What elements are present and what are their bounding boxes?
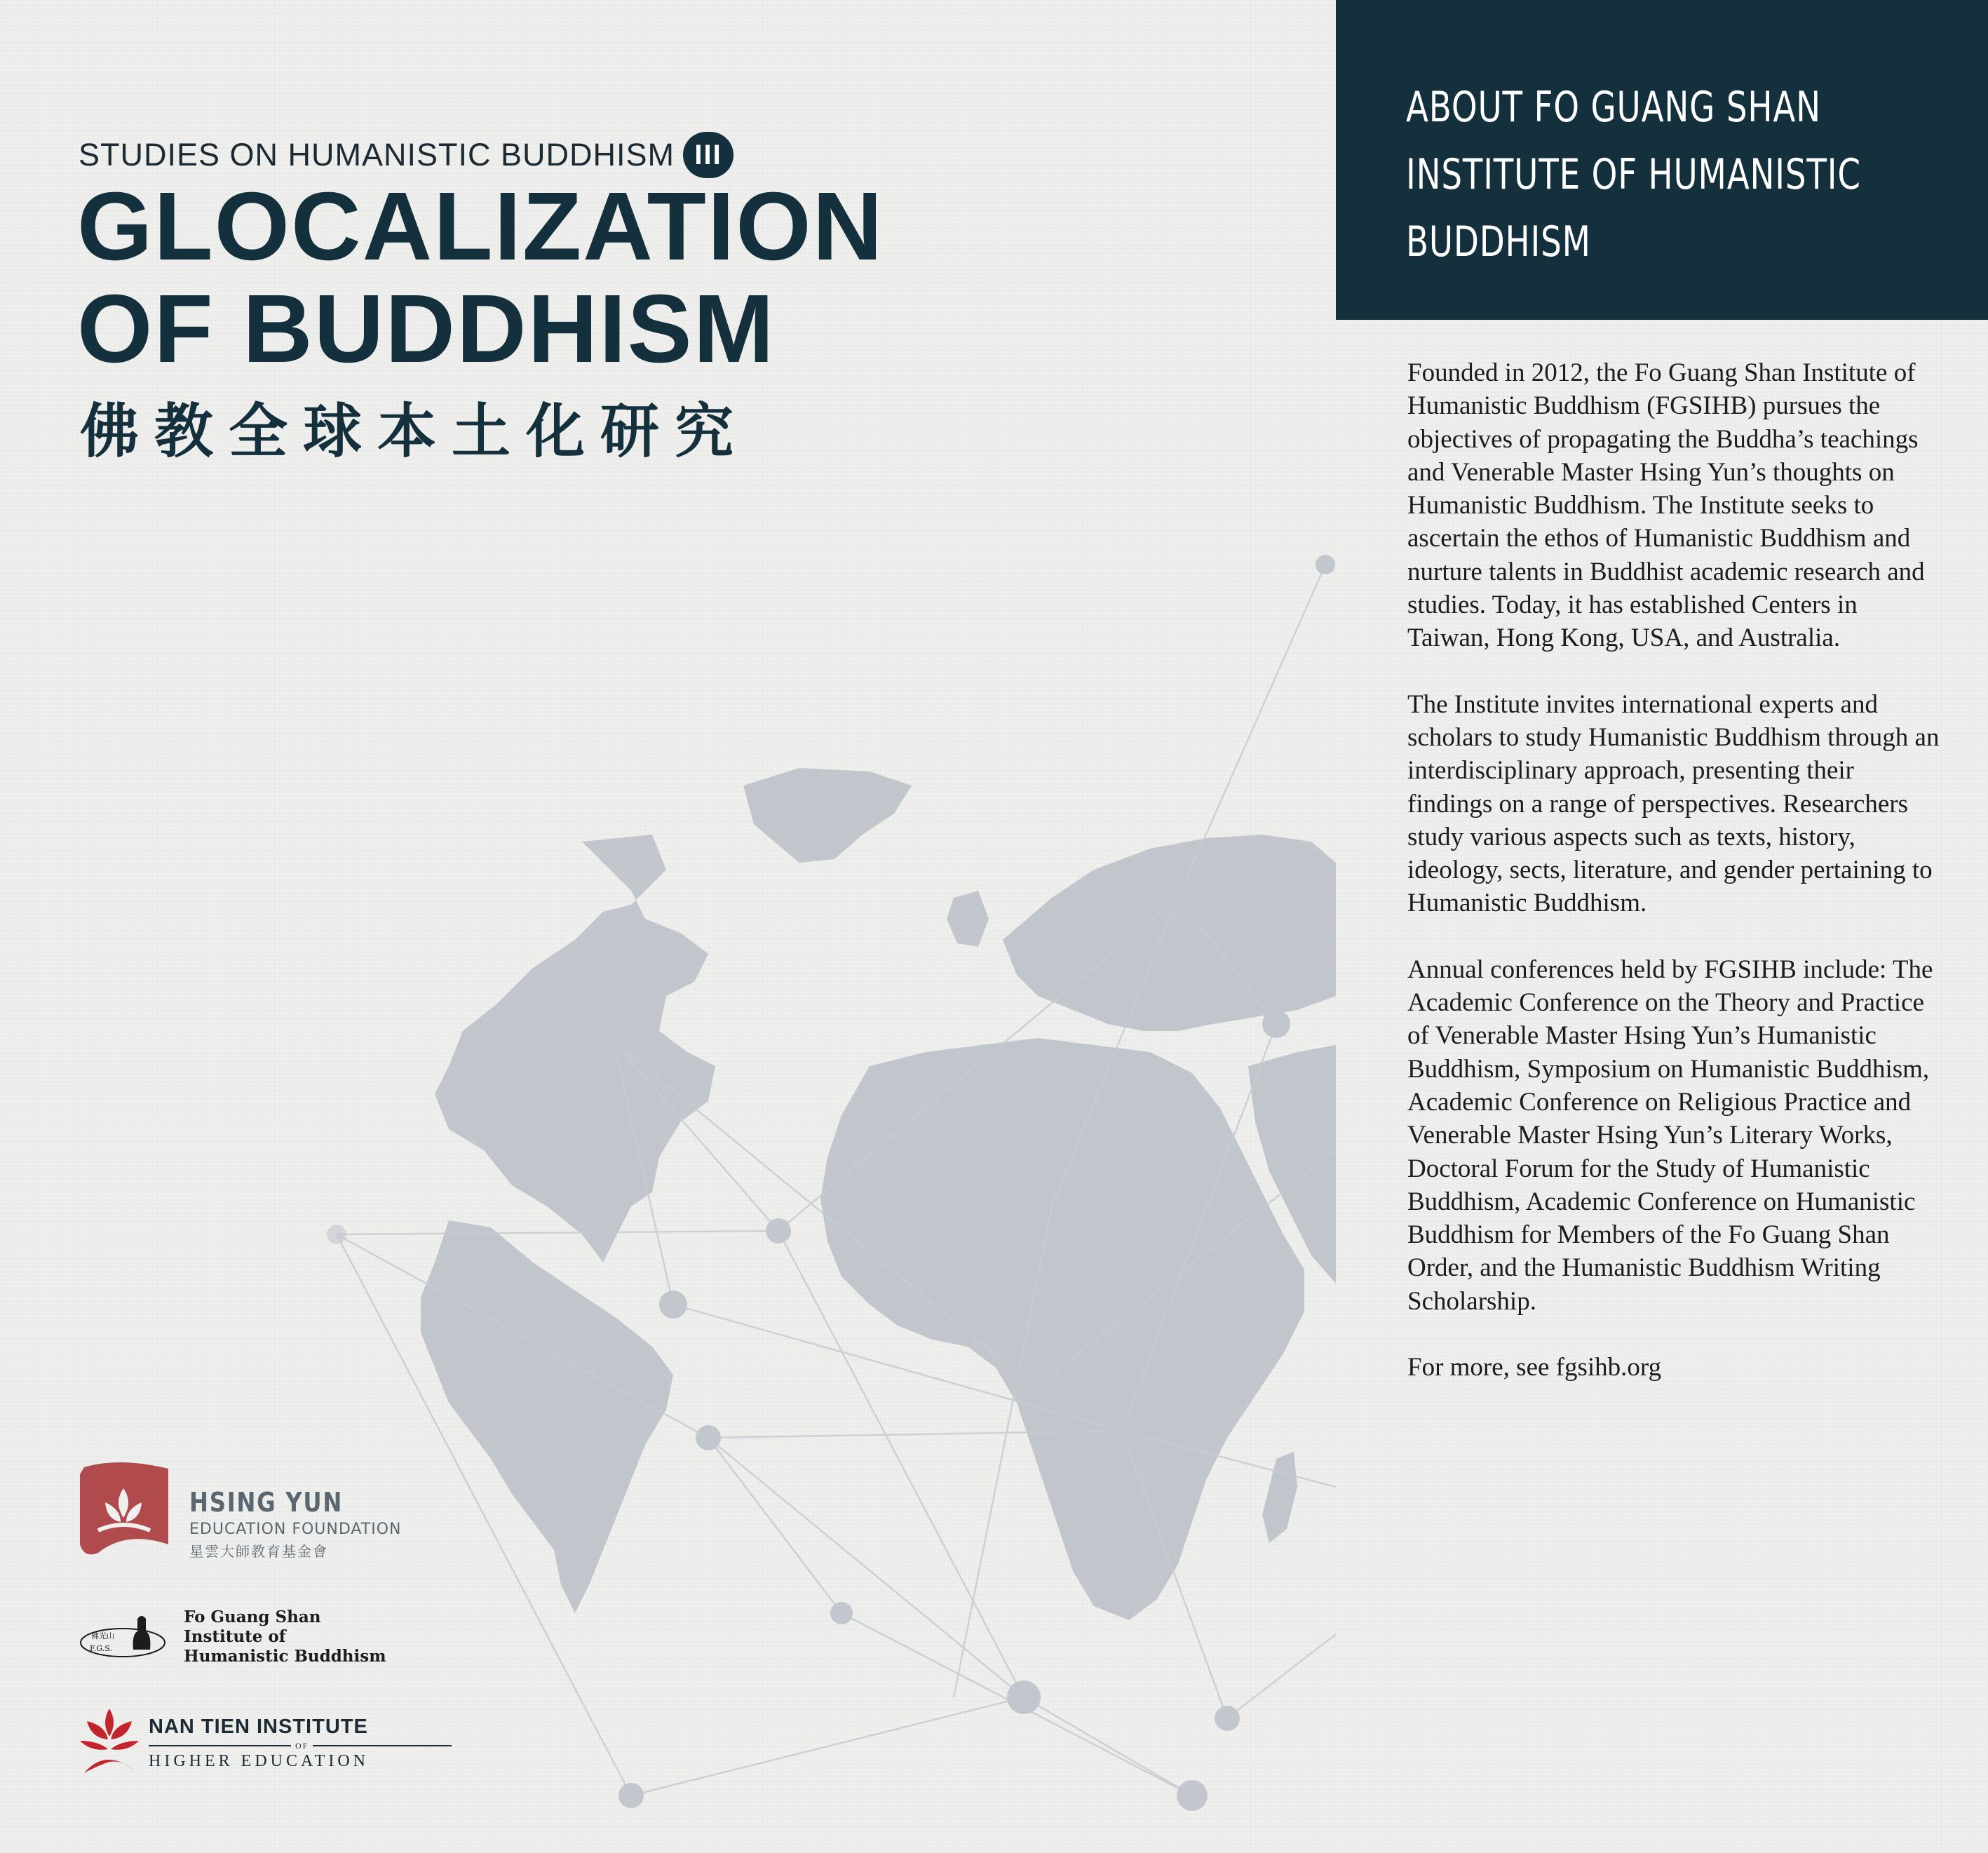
about-paragraph-2: The Institute invites international experts and scholars to study Humanistic Buddhism through an interdisciplinary approach, presenting their findings on a range of perspectives. Researchers study various aspects such as texts, history, ideology, sects, literature, and gender pertaining to Humanistic Buddhism. bbox=[1407, 689, 1940, 918]
about-heading-line1: ABOUT FO GUANG SHAN bbox=[1406, 83, 1821, 132]
hsing-yun-chinese: 星雲大師教育基金會 bbox=[189, 1543, 328, 1560]
about-heading-line3: BUDDHISM bbox=[1406, 217, 1591, 267]
book-title-line1: GLOCALIZATION bbox=[77, 173, 884, 281]
fgs-logo bbox=[77, 1605, 400, 1672]
fgs-emblem-zh: 佛光山 bbox=[91, 1631, 114, 1640]
about-heading bbox=[1406, 74, 1861, 276]
about-paragraph-1: Founded in 2012, the Fo Guang Shan Institute of Humanistic Buddhism (FGSIHB) pursues the objectives of propagating the Buddha’s teachings and Venerable Master Hsing Yun’s thoughts on Humanistic Buddhism. The Institute seeks to ascertain the ethos of Humanistic Buddhism and nurture talents in Buddhist academic research and studies. Today, it has established Centers in Taiwan, Hong Kong, USA, and Australia. bbox=[1407, 358, 1925, 653]
about-body bbox=[1407, 356, 1940, 1417]
book-title-chinese: 佛教全球本土化研究 bbox=[80, 396, 750, 466]
volume-badge: III bbox=[683, 132, 733, 178]
fgs-name bbox=[184, 1608, 386, 1666]
nan-tien-name: NAN TIEN INSTITUTE bbox=[149, 1716, 368, 1738]
greenland-shape bbox=[743, 768, 912, 863]
about-heading-line2: INSTITUTE OF HUMANISTIC bbox=[1406, 150, 1861, 199]
about-paragraph-3: Annual conferences held by FGSIHB include: The Academic Conference on the Theory and Practice of Venerable Master Hsing Yun’s Humanistic Buddhism, Symposium on Humanistic Buddhism, Academic Conference on Religious Practice and Venerable Master Hsing Yun’s Literary Works, Doctoral Forum for the Study of Humanistic Buddhism, Academic Conference on Humanistic Buddhism for Members of the Fo Guang Shan Order, and the Humanistic Buddhism Writing Scholarship. bbox=[1407, 955, 1933, 1316]
hsing-yun-logo bbox=[77, 1460, 402, 1563]
nan-tien-logo bbox=[77, 1706, 400, 1783]
fgs-line1: Fo Guang Shan bbox=[184, 1608, 321, 1626]
nan-tien-subtitle: HIGHER EDUCATION bbox=[149, 1752, 369, 1770]
fgs-line2: Institute of bbox=[184, 1627, 286, 1646]
book-title-line2: OF BUDDHISM bbox=[77, 275, 776, 383]
africa-shape bbox=[820, 1038, 1304, 1620]
fgs-emblem-abbr: F.G.S. bbox=[90, 1644, 112, 1653]
nan-tien-of: OF bbox=[291, 1741, 313, 1751]
red-lotus-icon bbox=[77, 1706, 142, 1779]
hsing-yun-name: HSING YUN bbox=[189, 1487, 344, 1518]
series-title-text: STUDIES ON HUMANISTIC BUDDHISM bbox=[79, 137, 675, 173]
britain-shape bbox=[947, 891, 989, 947]
north-america-shape bbox=[435, 835, 715, 1262]
buddha-emblem-icon bbox=[77, 1610, 168, 1669]
hsing-yun-subtitle: EDUCATION FOUNDATION bbox=[189, 1521, 402, 1538]
lotus-flag-icon bbox=[77, 1460, 175, 1563]
south-america-shape bbox=[421, 1220, 673, 1613]
fgs-line3: Humanistic Buddhism bbox=[184, 1647, 386, 1666]
about-heading-box bbox=[1336, 0, 1988, 320]
about-paragraph-4: For more, see fgsihb.org bbox=[1407, 1353, 1662, 1382]
madagascar-shape bbox=[1262, 1452, 1297, 1543]
